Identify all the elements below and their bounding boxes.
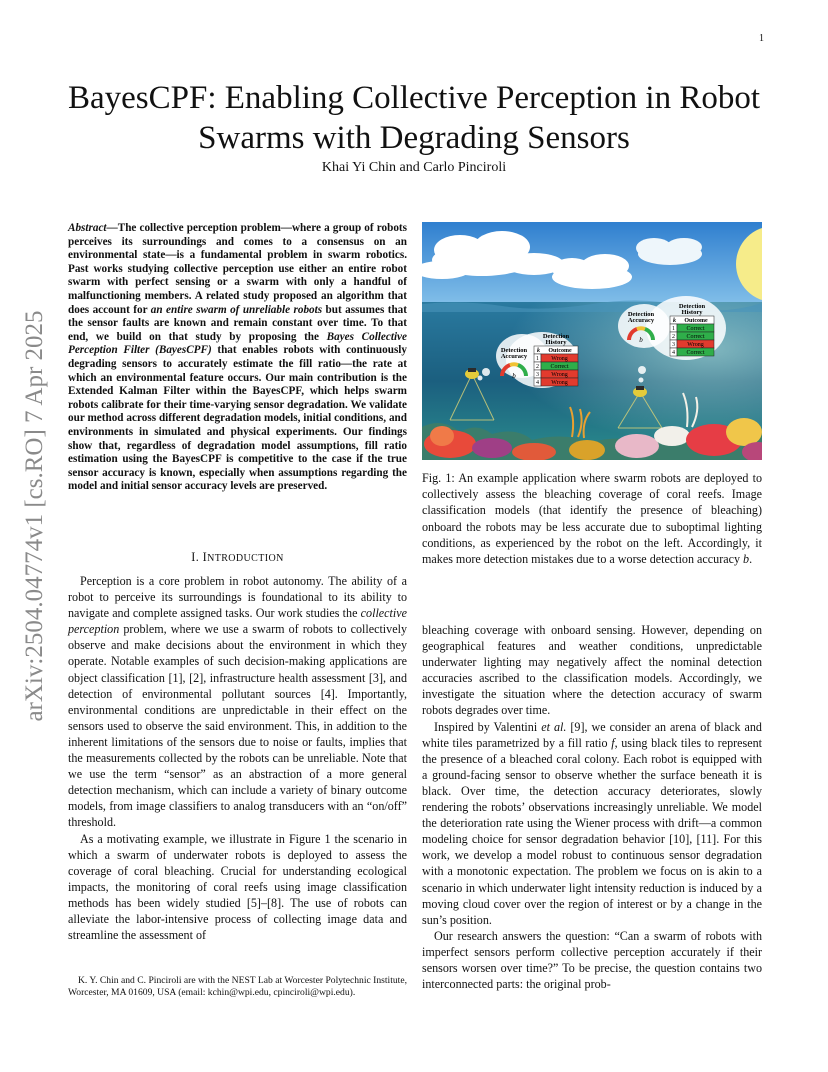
left-row-outcome: Wrong	[551, 372, 568, 378]
abstract	[68, 222, 407, 494]
right-gauge-letter: b	[639, 336, 643, 344]
right-table-outcome-header: Outcome	[684, 318, 708, 324]
section-rest: NTRODUCTION	[207, 553, 284, 564]
footnote	[68, 975, 407, 999]
right-row-outcome: Correct	[686, 334, 705, 340]
paper-title: BayesCPF: Enabling Collective Perception in Robot Swarms with Degrading Sensors	[67, 80, 761, 156]
paper-authors: Khai Yi Chin and Carlo Pinciroli	[321, 160, 507, 175]
abstract-text-2: but assumes that the sensor faults are known and remain constant over time. To that end, we build on that study by proposing the	[68, 303, 407, 343]
left-row-outcome: Correct	[550, 364, 569, 370]
intro-column	[68, 573, 407, 943]
right-row-outcome: Correct	[686, 350, 705, 356]
caption-end: .	[749, 552, 753, 567]
arxiv-stamp: arXiv:2504.04774v1 [cs.RO] 7 Apr 2025	[21, 310, 48, 722]
footnote-text: K. Y. Chin and C. Pinciroli are with the NEST Lab at Worcester Polytechnic Institute, Worcester, MA 01609, USA (email: kchin@wpi.edu, cpinciroli@wpi.edu).	[68, 975, 407, 998]
right-paragraph-1: bleaching coverage with onboard sensing. However, depending on geographical features and weather conditions, unpredictable underwater lighting may negatively affect the nominal detection accuracies ascribed to the classification models. Accordingly, we investigate the situation where the detection accuracy of swarm robots degrades over time.	[422, 623, 762, 718]
figure-caption	[422, 470, 762, 567]
right-accuracy-label-2: Accuracy	[627, 317, 655, 324]
left-row-k: 2	[536, 364, 539, 370]
right-row-outcome: Correct	[686, 326, 705, 332]
right-paragraph-3: Our research answers the question: “Can a swarm of robots with imperfect sensors perform collective perception accurately if their sensors worsen over time?” To be precise, the question contains two interconnected parts: the original prob-	[422, 928, 762, 992]
intro-paragraph-1	[68, 573, 407, 831]
right-gauge-mid	[637, 328, 645, 329]
right-history-label-2: History	[681, 309, 703, 316]
left-gauge-letter: b	[512, 372, 516, 380]
figure-illustration	[422, 222, 762, 460]
abstract-text-3: that enables robots with continuously degrading sensors to accurately estimate the fill ratio—the rate at which an environmental feature occurs. Our main contribution is the Extended Kalman Filter within the BayesCPF, which helps swarm robots calibrate for their time-varying sensor degradation. We validate our method across different degradation models, initial conditions, and environments in simulated and physical experiments. Our findings show that, regardless of degradation model assumptions, fill ratio estimation using the BayesCPF is competitive to the case if the true sensor accuracy is known, especially when assumptions regarding the model and initial sensor accuracy levels are preserved.	[68, 344, 407, 493]
left-row-k: 3	[536, 372, 539, 378]
left-row-k: 1	[536, 356, 539, 362]
right-row-k: 2	[672, 334, 675, 340]
left-row-outcome: Wrong	[551, 356, 568, 362]
left-gauge-mid	[510, 364, 518, 365]
page-number: 1	[759, 33, 764, 44]
right-accuracy-label-1: Detection	[627, 311, 655, 318]
right-history-label-1: Detection	[678, 303, 706, 310]
right-row-outcome: Wrong	[687, 342, 704, 348]
right-p2-text-b: [9], we consider an arena of black and white tiles parametrized by a fill ratio	[422, 719, 762, 750]
left-history-label-1: Detection	[542, 333, 570, 340]
section-initial: I	[202, 550, 208, 564]
left-row-outcome: Wrong	[551, 380, 568, 386]
right-p2-text-c: , using black tiles to represent the presence of a bleached coral colony. Each robot is equipped with a ground-facing sensor to observe whether the surface beneath it is black. Over time, the detection accuracy deteriorates, slowly rendering the robots’ observations increasingly unreliable. We model the deterioration rate using the Wiener process with drift—a common modeling choice for sensor degradation behavior [10], [11]. For this work, we develop a model robust to continuous sensor degradation with a monotonic expectation. The problem we focus on is akin to a scenario in which underwater light intensity reduction is induced by a moving cloud cover over the region of interest or by a change in the sun’s position.	[422, 735, 762, 927]
right-p2-symbol: f	[611, 735, 615, 750]
abstract-emph-2: Bayes Collective Perception Filter (BayesCPF)	[68, 330, 407, 357]
right-row-k: 4	[672, 350, 675, 356]
right-table-k-header: k	[673, 318, 676, 324]
cloud-middle	[552, 254, 632, 289]
left-row-k: 4	[536, 380, 539, 386]
right-paragraph-2	[422, 719, 762, 928]
right-row-k: 3	[672, 342, 675, 348]
caption-symbol: b	[743, 552, 750, 567]
caption-text: Fig. 1: An example application where swarm robots are deployed to collectively assess the bleaching coverage of coral reefs. Image classification models (that identify the presence of bleaching) onboard the robots may be less accurate due to suboptimal lighting conditions, as experienced by the robot on the left. Accordingly, it makes more detection mistakes due to a worse detection accuracy	[422, 471, 762, 567]
right-column	[422, 622, 762, 992]
intro-paragraph-2: As a motivating example, we illustrate in Figure 1 the scenario in which a swarm of underwater robots is deployed to assess the coverage of coral bleaching. Crucial for understanding ecological impacts, the monitoring of coral reefs using image classification methods has been widely studied [5]–[8]. The use of robots can alleviate the labor-intensive process of collecting image data and streamline the assessment of	[68, 831, 407, 943]
intro-p1-text-b: problem, where we use a swarm of robots to collectively observe and make decisions about the environment in which they operate. Notable examples of such decision-making applications are object classification [1], [2], infrastructure health assessment [3], and detection of environmental pollutant sources [4]. Importantly, environmental conditions are unpredictable in their effect on the sensors used to observe the said environment. This, in addition to the inherent limitations of the sensors due to noise or faults, implies that the measurements collected by the robots can be unreliable. Note that we use the term “sensor” as an abstraction of a more general detection mechanism, which can include a variety of binary outcome models, from image classifiers to analog transducers with an “on/off” threshold.	[68, 622, 407, 830]
intro-p1-emph: collective perception	[68, 606, 407, 637]
section-heading	[68, 550, 407, 565]
left-accuracy-label-1: Detection	[500, 347, 528, 354]
intro-p1-text-a: Perception is a core problem in robot autonomy. The ability of a robot to perceive its surroundings is foundational to its ability to navigate and complete assigned tasks. Our work studies the	[68, 574, 407, 621]
cloud-right	[636, 238, 702, 265]
left-accuracy-label-2: Accuracy	[500, 353, 528, 360]
left-history-label-2: History	[545, 339, 567, 346]
left-table-outcome-header: Outcome	[548, 348, 572, 354]
right-row-k: 1	[672, 326, 675, 332]
right-p2-text-a: Inspired by Valentini	[434, 719, 542, 734]
abstract-label: Abstract	[68, 222, 107, 234]
abstract-text-1: —The collective perception problem—where a group of robots perceives its surroundings and comes to a consensus on an environmental state—is a fundamental problem in swarm robotics. Past works studying collective perception use either an entire robot swarm with perfect sensing or a swarm with only a handful of malfunctioning members. A related study proposed an algorithm that does account for	[68, 222, 407, 316]
figure-1	[422, 222, 762, 460]
right-p2-emph: et al.	[541, 719, 567, 734]
left-table-k-header: k	[537, 348, 540, 354]
abstract-emph-1: an entire swarm of unreliable robots	[150, 303, 323, 316]
section-roman: I.	[191, 550, 200, 564]
